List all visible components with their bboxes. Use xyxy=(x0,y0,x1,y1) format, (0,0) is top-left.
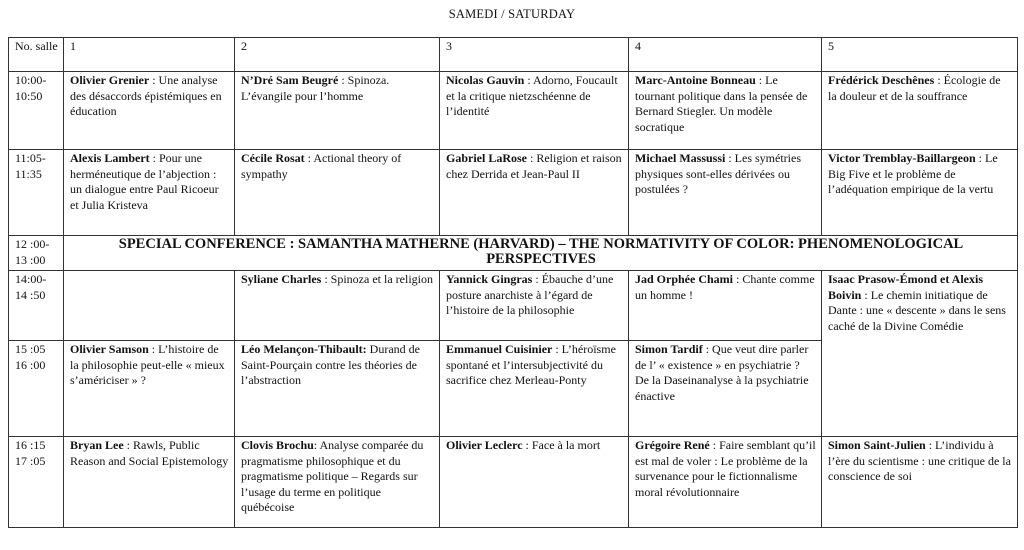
session-cell xyxy=(64,72,235,150)
header-cell-5: 5 xyxy=(822,38,1018,72)
header-cell-2: 2 xyxy=(235,38,440,72)
talk-title: : L’individu à l’ère du scientisme : une critique de la conscience de soi xyxy=(828,438,1011,483)
empty-session-cell xyxy=(64,271,235,341)
special-conference-row xyxy=(9,236,1018,271)
talk-title: : Rawls, Public Reason and Social Epistemology xyxy=(70,438,229,468)
session-row xyxy=(9,271,1018,341)
session-cell xyxy=(440,150,629,236)
time-cell: 11:05- 11:35 xyxy=(9,150,64,236)
time-cell: 14:00- 14 :50 xyxy=(9,271,64,341)
session-cell xyxy=(629,72,822,150)
talk-title: : L’héroïsme spontané et l’intersubjectivité du sacrifice chez Merleau-Ponty xyxy=(446,342,616,387)
talk-title: Durand de Saint-Pourçain contre les théories de l’abstraction xyxy=(241,342,420,387)
talk-title: : Le chemin initiatique de Dante : une « descente » dans le sens caché de la Divine Comédie xyxy=(828,287,1006,333)
session-cell xyxy=(629,341,822,437)
time-cell: 10:00- 10:50 xyxy=(9,72,64,150)
session-cell xyxy=(235,150,440,236)
speaker-name: Isaac Prasow-Émond et Alexis Boivin xyxy=(828,272,983,302)
speaker-name: Jad Orphée Chami xyxy=(635,272,734,286)
header-cell-3: 3 xyxy=(440,38,629,72)
talk-title: : Le tournant politique dans la pensée de Bernard Stiegler. Un modèle socratique xyxy=(635,73,808,134)
special-conference-title: SPECIAL CONFERENCE : SAMANTHA MATHERNE (HARVARD) – THE NORMATIVITY OF COLOR: PHENOMENOLOGICAL PERSPECTIVES xyxy=(64,236,1018,271)
header-row xyxy=(9,38,1018,72)
speaker-name: Cécile Rosat xyxy=(241,151,305,165)
talk-title: : Écologie de la douleur et de la souffrance xyxy=(828,73,1001,103)
speaker-name: Alexis Lambert xyxy=(70,151,150,165)
talk-title: : Chante comme un homme ! xyxy=(635,272,815,302)
session-cell xyxy=(822,150,1018,236)
session-cell xyxy=(235,72,440,150)
header-cell-1: 1 xyxy=(64,38,235,72)
session-cell xyxy=(64,437,235,528)
session-cell xyxy=(629,437,822,528)
session-cell xyxy=(822,437,1018,528)
session-cell xyxy=(235,437,440,528)
session-cell xyxy=(235,341,440,437)
speaker-name: Gabriel LaRose xyxy=(446,151,527,165)
talk-title: : Spinoza et la religion xyxy=(321,272,433,286)
session-cell xyxy=(822,271,1018,437)
speaker-name: Michael Massussi xyxy=(635,151,726,165)
talk-title: : Analyse comparée du pragmatisme philosophique et du pragmatisme politique – Regards sur l’usage du terme en politique québécoise xyxy=(241,438,424,514)
speaker-name: Victor Tremblay-Baillargeon xyxy=(828,151,976,165)
speaker-name: Bryan Lee xyxy=(70,438,124,452)
session-cell xyxy=(629,150,822,236)
talk-title: : Adorno, Foucault et la critique nietzschéenne de l’identité xyxy=(446,73,618,118)
speaker-name: Marc-Antoine Bonneau xyxy=(635,73,756,87)
talk-title: : Spinoza. L’évangile pour l’homme xyxy=(241,73,390,103)
time-cell: 12 :00- 13 :00 xyxy=(9,236,64,271)
speaker-name: Simon Tardif xyxy=(635,342,703,356)
talk-title: : Actional theory of sympathy xyxy=(241,151,402,181)
header-cell-4: 4 xyxy=(629,38,822,72)
speaker-name: Clovis Brochu xyxy=(241,438,314,452)
session-cell xyxy=(64,341,235,437)
talk-title: : Une analyse des désaccords épistémiques en éducation xyxy=(70,73,222,118)
speaker-name: Simon Saint-Julien xyxy=(828,438,926,452)
session-row xyxy=(9,150,1018,236)
session-cell xyxy=(235,271,440,341)
session-row xyxy=(9,72,1018,150)
speaker-name: Frédérick Deschênes xyxy=(828,73,935,87)
session-row xyxy=(9,437,1018,528)
talk-title: : Face à la mort xyxy=(522,438,601,452)
speaker-name: Syliane Charles xyxy=(241,272,322,286)
speaker-name: Olivier Samson xyxy=(70,342,149,356)
speaker-name: Léo Melançon-Thibault: xyxy=(241,342,367,356)
header-cell-room: No. salle xyxy=(9,38,64,72)
speaker-name: Nicolas Gauvin xyxy=(446,73,525,87)
session-cell xyxy=(822,72,1018,150)
session-cell xyxy=(440,437,629,528)
talk-title: : Le Big Five et le problème de l’adéquation empirique de la vertu xyxy=(828,151,998,196)
speaker-name: Grégoire René xyxy=(635,438,710,452)
speaker-name: Olivier Leclerc xyxy=(446,438,523,452)
speaker-name: N’Dré Sam Beugré xyxy=(241,73,339,87)
talk-title: : L’histoire de la philosophie peut-elle « mieux s’américiser » ? xyxy=(70,342,225,387)
schedule-table xyxy=(8,37,1018,528)
session-cell xyxy=(440,341,629,437)
speaker-name: Olivier Grenier xyxy=(70,73,150,87)
session-cell xyxy=(440,72,629,150)
talk-title: : Pour une herméneutique de l’abjection : un dialogue entre Paul Ricoeur et Julia Kristeva xyxy=(70,151,219,212)
session-cell xyxy=(440,271,629,341)
session-cell xyxy=(629,271,822,341)
session-cell xyxy=(64,150,235,236)
speaker-name: Yannick Gingras xyxy=(446,272,533,286)
talk-title: : Religion et raison chez Derrida et Jean-Paul II xyxy=(446,151,622,181)
time-cell: 16 :15 17 :05 xyxy=(9,437,64,528)
time-cell: 15 :05 16 :00 xyxy=(9,341,64,437)
talk-title: : Faire semblant qu’il est mal de voler : Le problème de la survenance pour le fictionnalisme moral révolutionnaire xyxy=(635,438,816,499)
talk-title: : Les symétries physiques sont-elles dérivées ou postulées ? xyxy=(635,151,801,196)
speaker-name: Emmanuel Cuisinier xyxy=(446,342,553,356)
talk-title: : Que veut dire parler de l’ « existence » en psychiatrie ? De la Daseinanalyse à la psychiatrie énactive xyxy=(635,342,809,403)
talk-title: : Ébauche d’une posture anarchiste à l’égard de l’histoire de la philosophie xyxy=(446,272,614,317)
page-title: SAMEDI / SATURDAY xyxy=(448,7,576,21)
